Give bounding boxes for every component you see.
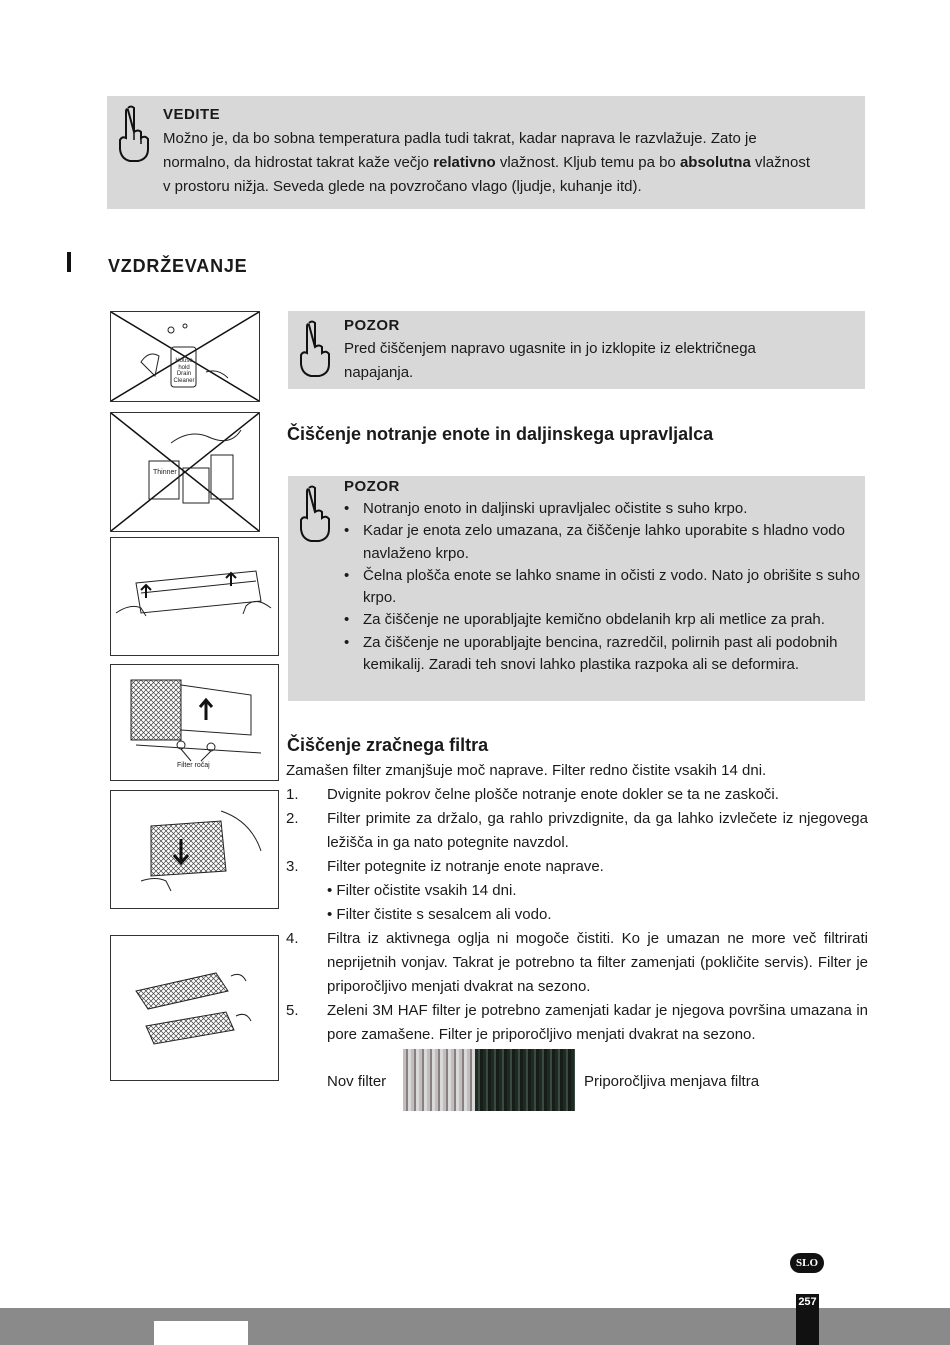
thinner-label: Thinner xyxy=(153,469,177,476)
bullet-item: • Čelna plošča enote se lahko sname in očisti z vodo. Nato jo obrišite s suho krpo. xyxy=(341,565,861,610)
step-item: 3. Filter potegnite iz notranje enote naprave. xyxy=(286,858,604,875)
section-title: VZDRŽEVANJE xyxy=(108,256,248,276)
note-title: POZOR xyxy=(344,478,400,495)
step-sub-item: • Filter čistite s sesalcem ali vodo. xyxy=(327,906,552,923)
note-text: Pred čiščenjem napravo ugasnite in jo izklopite iz električnega napajanja. xyxy=(344,340,756,381)
bullet-item: • Za čiščenje ne uporabljajte bencina, razredčil, polirnih past ali podobnih kemikalij. Zaradi teh snovi lahko plastika razpoka ali se deformira. xyxy=(341,632,861,677)
new-filter-label: Nov filter xyxy=(327,1073,387,1090)
step-item: 2. Filter primite za držalo, ga rahlo privzdignite, da ga lahko izvlečete iz njegovega ležišča in ga nato potegnite navzdol. xyxy=(286,810,868,851)
step-sub-item: • Filter očistite vsakih 14 dni. xyxy=(327,882,517,899)
bullet-item: • Za čiščenje ne uporabljajte kemično obdelanih krp ali metlice za prah. xyxy=(341,609,861,631)
filter-handle-label: Filter ročaj xyxy=(177,762,210,769)
step-item: 4. Filtra iz aktivnega oglja ni mogoče čistiti. Ko je umazan ne more več filtrirati neprijetnih vonjav. Takrat je potrebno ta filter zamenjati (pokličite servis). Filter je priporočljivo menjati dvakrat na sezono. xyxy=(286,930,868,995)
step-item: 1. Dvignite pokrov čelne plošče notranje enote dokler se ta ne zaskoči. xyxy=(286,786,779,803)
page-number: 257 xyxy=(796,1294,819,1345)
figure-carbon-filters xyxy=(110,935,279,1081)
drain-label: House hold Drain Cleaner xyxy=(173,358,195,384)
note-pozor-cleaning xyxy=(288,476,865,701)
note-title: POZOR xyxy=(344,317,400,334)
figure-no-drain-cleaner xyxy=(110,311,260,402)
bullet-item: • Kadar je enota zelo umazana, za čiščenje lahko uporabite s hladno vodo navlaženo krpo. xyxy=(341,520,861,565)
replace-filter-label: Priporočljiva menjava filtra xyxy=(584,1073,760,1090)
cleaning-bullets xyxy=(341,498,861,676)
section-marker xyxy=(67,252,71,272)
note-line: Možno je, da bo sobna temperatura padla tudi takrat, kadar naprava le razvlažuje. Zato je xyxy=(163,130,757,147)
pointing-hand-icon xyxy=(294,319,332,377)
figure-panel-lift xyxy=(110,537,279,656)
language-badge: SLO xyxy=(790,1253,824,1273)
pointing-hand-icon xyxy=(113,104,151,162)
note-title: VEDITE xyxy=(163,106,221,123)
footer-tab xyxy=(154,1321,248,1345)
heading-indoor-cleaning: Čiščenje notranje enote in daljinskega upravljalca xyxy=(287,424,714,444)
heading-filter-cleaning: Čiščenje zračnega filtra xyxy=(287,735,489,755)
note-pozor-power xyxy=(288,311,865,389)
step-item: 5. Zeleni 3M HAF filter je potrebno zamenjati kadar je njegova površina umazana in pore zamašene. Filter je priporočljivo menjati dvakrat na sezono. xyxy=(286,1002,868,1043)
filter-intro: Zamašen filter zmanjšuje moč naprave. Filter redno čistite vsakih 14 dni. xyxy=(286,762,767,779)
note-vedite xyxy=(107,96,865,209)
figure-filter-handle xyxy=(110,664,279,781)
note-line: normalno, da hidrostat takrat kaže večjo relativno vlažnost. Kljub temu pa bo absolutna vlažnost xyxy=(163,154,810,171)
note-line: v prostoru nižja. Seveda glede na povzročano vlago (ljudje, kuhanje itd). xyxy=(163,178,642,195)
note-text xyxy=(163,127,858,199)
bullet-item: • Notranjo enoto in daljinski upravljalec očistite s suho krpo. xyxy=(341,498,861,520)
filter-comparison-photo xyxy=(403,1049,575,1111)
figure-filter-pull xyxy=(110,790,279,909)
figure-no-thinner xyxy=(110,412,260,532)
filter-steps xyxy=(286,783,868,1047)
pointing-hand-icon xyxy=(294,484,332,542)
